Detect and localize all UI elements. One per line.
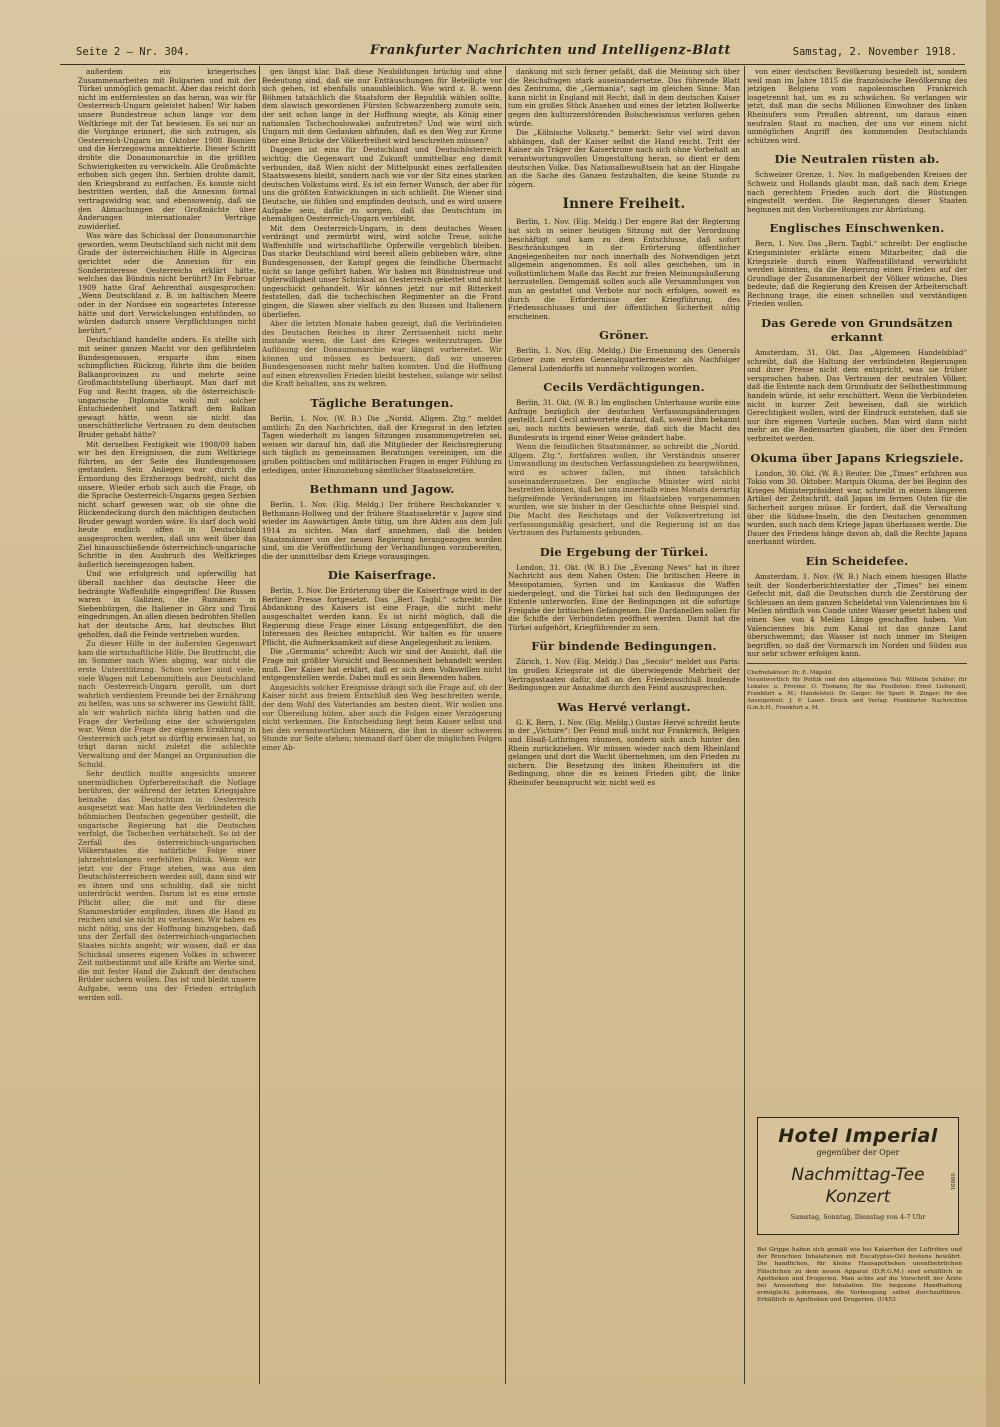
article-paragraph: von einer deutschen Bevölkerung besiedelt ist, sondern weil man im Jahre 1815 die französische Bevölkerung des jetzigen Belgiens vom napoleonischen Frankreich losgetrennt hat, um es zu schwächen. So verlangen wir jetzt, daß man die sechs Millionen Einwohner des linken Rheinufers vom Preußen abtrennt, um daraus einen neutralen Staat zu machen, der uns vor einem nicht unmöglichen Angriff des kommenden Deutschlands schützen wird. <box>747 68 967 145</box>
article-paragraph: Deutschland handelte anders. Es stellte sich mit seiner ganzen Macht vor den gefährdeten Bundesgenossen, ersparte ihm einen schimpflichen Rückzug, führte ihm die beiden Balkanprovinzen zu und mehrte seine Großmachtstellung überhaupt. Man darf mit Fug und Recht fragen, ob die österreichisch-ungarische Diplomatie wohl mit solcher Entschiedenheit und Tatkraft dem Balkan gewagt hätte, wenn sie nicht das unerschütterliche Vertrauen zu dem deutschen Bruder gehabt hätte? <box>78 335 256 439</box>
column-2 <box>262 68 502 1378</box>
headline-bethmann-jagow: Bethmann und Jagow. <box>309 482 455 497</box>
column-rule <box>505 66 506 1384</box>
article-paragraph: außerdem ein kriegerisches Zusammenarbeiten mit Bulgarien und mit der Türkei unmöglich gemacht. Aber das reicht doch nicht im entferntesten an das heran, was wir für Oesterreich-Ungarn geleistet haben! Wir haben unsere Bundestreue schon lange vor dem Weltkriege mit der Tat bewiesen. Es sei nur an die Vorgänge erinnert, die sich zutrugen, als Oesterreich-Ungarn im Oktober 1908 Bosnien und die Herzegowina annektierte. Dieser Schritt drohte die Donaumonarchie in die größten Schwierigkeiten zu verwickeln. Alle Großmächte erhoben sich gegen ihn. Serbien drohte damit, den Kriegsbrand zu entfachen. Es konnte nicht bestritten werden, daß die Annexion formal vertragswidrig war, und ebensowenig, daß sie den Abmachungen der Großmächte über Änderungen internationaler Verträge zuwiderlief. <box>78 68 256 231</box>
article-paragraph: Berlin, 31. Okt. (W. B.) Im englischen Unterhause wurde eine Anfrage bezüglich der deutschen Verfassungsänderungen gestellt. Lord Cecil antwortete darauf, daß, soweit ihm bekannt sei, noch nichts bewiesen werde, daß sich die Macht des Bundesrats in irgend einer Weise geändert habe. <box>508 398 740 442</box>
ad-concert: Konzert <box>825 1187 891 1207</box>
article-paragraph: Wenn die feindlichen Staatsmänner, so schreibt die „Nordd. Allgem. Ztg.“, fortfahren wollen, ihr Verständnis unserer Umwandlung im deutschen Verfassungsleben zu beargwöhnen, wird es schwer fallen, mit ihnen tatsächlich auseinanderzusetzen. Der englische Minister wird nicht bestreiten können, daß bei uns innerhalb eines Monats derartig tiefgreifende Veränderungen im Staatsleben vorgenommen wurden, wie sie bisher in der Geschichte ohne Beispiel sind. Die Macht des Reichstags und der Volksvertretung ist verfassungsmäßig gesichert, und die Regierung ist an das Vertrauen des Parlaments gebunden. <box>508 442 740 538</box>
article-paragraph: Berlin, 1. Nov. Die Erörterung über die Kaiserfrage wird in der Berliner Presse fortgesetzt. Das „Berl. Tagbl.“ schreibt: Die Abdankung des Kaisers ist eine Frage, die nicht mehr ausgeschaltet werden kann. Es ist nicht möglich, daß die Regierung diese Frage einer Lösung entgegenführt, die den Interessen des Reiches entspricht. Wir halten es für unsere Pflicht, die Aufmerksamkeit auf diese Angelegenheit zu lenken. <box>262 586 502 647</box>
article-paragraph: Die „Germania“ schreibt: Auch wir sind der Ansicht, daß die Frage mit größter Vorsicht und Besonnenheit behandelt werden muß. Der Kaiser hat erklärt, daß er sich dem Volkswillen nicht entgegenstellen werde. Dabei muß es sein Bewenden haben. <box>262 647 502 683</box>
headline-herve: Was Hervé verlangt. <box>557 699 691 714</box>
headline-okuma: Okuma über Japans Kriegsziele. <box>750 450 964 465</box>
headline-taegliche-beratungen: Tägliche Beratungen. <box>310 395 454 410</box>
article-paragraph: Die „Kölnische Volksztg.“ bemerkt: Sehr viel wird davon abhängen, daß der Kaiser selbst die Hand reicht. Tritt der Kaiser als Träger der Kaiserkrone nach sich ohne Vorbehalt an verantwortungsvollen Umgestaltung heran, so dient er dem deutschen Volke. Das Nationalbewußtsein hat an der Hingabe an die Sache des Ganzen festzuhalten, die keine Stunde zu zögern. <box>508 128 740 189</box>
headline-innere-freiheit: Innere Freiheit. <box>562 196 686 213</box>
article-paragraph: Mit dem Oesterreich-Ungarn, in dem deutsches Wesen verdrängt und zermürbt wird, wird solche Treue, solche Waffenhilfe und wirtschaftliche Opferwille vergeblich bleiben. Das starke Deutschland wird bereit allein geblieben wäre, ohne Bundesgenossen, der Kampf gegen die feindliche Übermacht nicht so lange geführt haben. Wir haben mit Bündnistreue und Opferwilligkeit unser Schicksal an Oesterreich gekettet und nicht ungeschickt gehandelt. Wir können jetzt nur mit Bitterkeit feststellen, daß die tschechischen Regimenter an die Front gingen, die Slawen aber vielfach zu den Russen und Italienern überliefen. <box>262 223 502 319</box>
hotel-imperial-advertisement <box>757 1117 959 1235</box>
headline-englisches-einschwenken: Englisches Einschwenken. <box>769 221 945 236</box>
column-3 <box>508 68 740 1378</box>
article-paragraph: G. K. Bern, 1. Nov. (Eig. Meldg.) Gustav Hervé schreibt heute in der „Victoire“: Der Feind muß nicht nur Frankreich, Belgien und Elsaß-Lothringen räumen, sondern sich auch hinter den Rhein zurückziehen. Wir müssen wieder nach dem Rheinland gelangen und dort die Wacht übernehmen, um den Frieden zu sichern. Die Besetzung des linken Rheinufers ist die Bedingung, ohne die es keinen Frieden gibt; die linke Rheinufer beansprucht wir, nicht weil es <box>508 717 740 787</box>
column-rule <box>259 66 260 1384</box>
headline-ergebung-tuerkei: Die Ergebung der Türkei. <box>539 544 709 559</box>
headline-neutralen-ruesten: Die Neutralen rüsten ab. <box>774 152 940 167</box>
article-paragraph: London, 31. Okt. (W. B.) Die „Evening News“ hat in ihrer Nachricht aus dem Nahen Osten: Die britischen Heere in Mesopotamien, Syrien und im Kaukasus die Waffen niedergelegt, und die Türkei hat sich den Bedingungen der Entente unterworfen. Eine der Bedingungen ist die sofortige Freigabe der britischen Gefangenen. Die Dardanellen sollen für die Schiffe der Verbündeten geöffnet werden. Damit hat die Türkei aufgehört, Kriegführender zu sein. <box>508 562 740 632</box>
article-paragraph: Amsterdam, 1. Nov. (W. B.) Nach einem hiesigen Blatte teilt der Sonderberichterstatter der „Times“ bei einem Gefecht mit, daß die Deutschen durch die Zerstörung der Schleusen an dem ganzen Scheldetal von Valenciennes bis 6 Meilen nördlich von Conde unter Wasser gesetzt haben und einen See von 4 Meilen Länge geschaffen haben. Von Valenciennes bis zum Kanal ist das ganze Land überschwemmt; das Wasser ist noch immer im Steigen begriffen, so daß der Vormarsch im Norden und Süden aus nur sehr schwer erfolgen kann. <box>747 571 967 659</box>
column-4 <box>747 68 967 1108</box>
ad-location: gegenüber der Oper <box>816 1148 900 1157</box>
article-paragraph: dankung mit sich ferner gefaßt, daß die Meinung sich über die Reichsfragen stark auseinandersetze. Das führende Blatt des Zentrums, die „Germania“, sagt im gleichen Sinne: Man kann nicht in England mit Recht, daß in dem deutschen Kaiser tum ein großes Stück Ansehen und eines der letzten Bollwerke gegen den kulturzerstörenden Bolschewismus verloren gehen würde. <box>508 68 740 128</box>
divider <box>747 663 967 664</box>
page-number: Seite 2 — Nr. 304. <box>76 46 190 58</box>
headline-gerede-grundsaetzen: Das Gerede von Grundsätzen erkannt <box>761 316 953 345</box>
headline-cecils-verdaechtigungen: Cecils Verdächtigungen. <box>543 380 705 395</box>
ad-event: Nachmittag-Tee <box>791 1165 925 1185</box>
article-paragraph: Berlin, 1. Nov. (W. B.) Die „Nordd. Allgem. Ztg.“ meldet amtlich: Zu den Nachrichten, daß der Kriegsrat in den letzten Tagen wiederholt zu langen Sitzungen zusammengetreten sei, weisen wir darauf hin, daß die Mitglieder der Reichsregierung sich täglich zu gemeinsamen Beratungen vereinigen, um die großen politischen und militärischen Fragen in enger Fühlung zu erledigen, unter Hinzuziehung sämtlicher Staatssekretäre. <box>262 413 502 475</box>
column-1 <box>78 68 256 1378</box>
editor-line: Chefredakteur: Dr. E. Mäpold. <box>747 669 833 676</box>
article-paragraph: gen längst klar. Daß diese Neubildungen brüchig und ohne Bedeutung sind, daß sie nur Enttäuschungen für Beteiligte vor sich gehen, ist ebenfalls unausbleiblich. Wie wird z. B. wenn Böhmen tatsächlich die Staatsform der Republik wählen sollte, dem slawisch gewordenen Fürsten Schwarzenberg zumute sein, der seit schon lange in der Hoffnung wiegte, als König einer nationalen Tschechoslowakei aufzutreten? Und wie wird sich Ungarn mit dem Gedanken abfinden, daß es den Weg zur Krone über eine Brücke der Völkerfreiheit wird beschreiten müssen? <box>262 68 502 145</box>
article-paragraph: Mit derselben Festigkeit wie 1908/09 haben wir bei den Ereignissen, die zum Weltkriege führten, an der Seite des Bundesgenossen gestanden. Sein Anliegen war durch die Ermordung des Erzherzogs bedroht, nicht das unsere. Wieder erhob sich auch die Frage, ob die Sprache Oesterreich-Ungarns gegen Serbien nicht scharf gewesen war, ob sie ohne die Rückendeckung durch den mächtigen deutschen Bruder gewagt worden wäre. Es darf doch wohl heute endlich offen in Deutschland ausgesprochen werden, daß uns weit über das Ziel hinausschießende österreichisch-ungarische Schritte in den Ausbruch des Weltkrieges äußerlich hereingezogen haben. <box>78 439 256 569</box>
imprint-text: Verantwortlich für Politik und den allgemeinen Teil: Wilhelm Schäfer; für Lokales u. Provinz: O. Tiemann; für das Feuilleton: Ernst Liebenzell, Frankfurt a. M.; Handelsteil: Dr. Geiger; für Sport: R. Zinger; für den Anzeigenteil: J. F. Lauer. Druck und Verlag: Frankfurter Nachrichten G.m.b.H., Frankfurt a. M. <box>747 676 967 711</box>
article-paragraph: Zu dieser Hilfe in der äußersten Gegenwart kam die wirtschaftliche Hilfe. Die Brotfrucht, die im Sommer nach Wien abging, war nicht die erste Unterstützung. Schon vorher sind viele, viele Wagen mit Lebensmitteln aus Deutschland nach Oesterreich-Ungarn gerollt, um dort wahrlich verdientem Freunde bei der Ernährung zu helfen, was uns so schwerer ins Gewicht fällt, als wir wahrlich nichts übrig hatten und die Frage der Verteilung eine der schwierigsten war. Wenn die Frage der eigenen Ernährung in Oesterreich sich jetzt so dürftig erwiesen hat, so trägt daran nicht zuletzt die schlechte Verwaltung und der Mangel an Organisation die Schuld. <box>78 639 256 769</box>
headline-kaiserfrage: Die Kaiserfrage. <box>327 568 437 583</box>
newspaper-title: Frankfurter Nachrichten und Intelligenz-Blatt <box>370 43 731 58</box>
article-paragraph: Sehr deutlich mußte angesichts unserer unermüdlichen Opferbereitschaft die Notlage berühren, der während der letzten Kriegsjahre beinahe das Deutschtum in Oesterreich ausgesetzt war. Man hatte den Verbündeten die böhmischen Deutschen gegenüber gestellt, die ungarische Regierung hat die Deutschen verfolgt, die Tschechen verhätschelt. So ist der Zerfall des österreichisch-ungarischen Völkerstaates die natürliche Folge einer jahrzehntelangen verfehlten Politik. Wenn wir jetzt vor der Frage stehen, was aus den Deutschösterreichern werden soll, dann sind wir es ihnen und uns schuldig, daß sie nicht unterdrückt werden. Darum ist es eine ernste Pflicht aller, die mit und für diese Stammesbrüder empfinden, ihnen die Hand zu reichen und sie nicht zu verlassen. Wir haben es nicht nötig, uns der Hoffnung hinzugeben, daß uns der Zerfall des österreichisch-ungarischen Staates nichts angeht; wir wissen, daß er das Schicksal unseres eigenen Volkes in schwerer Zeit mitbestimmt und alle Kräfte am Werke sind, die mit fester Hand die Zukunft der deutschen Brüder sichern wollen. Das ist und bleibt unsere Aufgabe, wenn uns der Frieden erträglich werden soll. <box>78 769 256 1002</box>
article-paragraph: Berlin, 1. Nov. (Eig. Meldg.) Die Ernennung des Generals Gröner zum ersten Generalquartiermeister als Nachfolger General Ludendorffs ist nunmehr vollzogen worden. <box>508 346 740 373</box>
headline-groener: Gröner. <box>599 328 649 343</box>
article-paragraph: Berlin, 1. Nov. (Eig. Meldg.) Der engere Rat der Regierung hat sich in seiner heutigen Sitzung mit der Verordnung beschäftigt und kam zu dem Entschlusse, daß sofort Beschränkungen in der Erörterung öffentlicher Angelegenheiten nur noch innerhalb des Notwendigen jetzt allgemein angenommen. Es soll alles geschehen, um in volkstümlichem Maße das Recht zur freien Meinungsäußerung herzustellen. Demgemäß sollen auch alle Versammlungen von nun an gestattet und Verbote nur noch erfolgen, soweit es durch die Erfordernisse der Kriegführung, des Friedensschlusses und der öffentlichen Sicherheit nötig erscheinen. <box>508 217 740 321</box>
column-rule <box>744 66 745 1384</box>
headline-bindende-bedingungen: Für bindende Bedingungen. <box>531 639 717 654</box>
article-paragraph: Schweizer Grenze, 1. Nov. In maßgebenden Kreisen der Schweiz und Hollands glaubt man, daß nach dem Kriege nach gerechtem Frieden auch dort die Rüstungen eingestellt werden. Die Regierungen dieser Staaten beginnen mit den Vorbereitungen zur Abrüstung. <box>747 170 967 214</box>
page-edge <box>986 0 1000 1427</box>
classified-notice: Bei Grippe haben sich gemäß wie bei Katarrhen der Luftröhre und der Bronchien Inhalationen mit Eucalyptus-Oel bestens bewährt. Die handlichen, für kleine Hausapotheken unentbehrlichen Fläschchen zu dem neuen Apparat (D.R.G.M.) sind erhältlich in Apotheken und Drogerien. Man achte auf die Vorschrift der Ärzte bei Anwendung der Inhalation. Die bequeme Handhabung ermöglicht jedermann, die Vorbeugung selbst durchzuführen. Erhältlich in Apotheken und Drogerien. (U453 <box>757 1247 962 1304</box>
masthead <box>60 40 965 65</box>
article-paragraph: Berlin, 1. Nov. (Eig. Meldg.) Der frühere Reichskanzler v. Bethmann-Hollweg und der frühere Staatssekretär v. Jagow sind wieder im Auswärtigen Amte tätig, um ihre Akten aus dem Juli 1914 zu sichten. Man darf annehmen, daß die beiden Staatsmänner von der neuen Regierung herangezogen worden sind, um die Veröffentlichung der Verhandlungen vorzubereiten, die der unmittelbar dem Kriege vorausgingen. <box>262 500 502 561</box>
article-paragraph: Und wie erfolgreich und opferwillig hat überall nachher das deutsche Heer die bedrängte Waffenhilfe eingegriffen! Die Russen waren in Galizien, die Rumänen in Siebenbürgen, die Italiener in Görz und Tirol eingedrungen. An allen diesen bedrohten Stellen hat der deutsche Arm, hat deutsches Blut geholfen, daß die Feinde vertrieben wurden. <box>78 569 256 639</box>
article-paragraph: Dagegen ist eins für Deutschland und Deutschösterreich wichtig: die Gegenwart und Zukunft unmittelbar eng damit verbunden, daß Wien nicht der Mittelpunkt eines zerfallenden Staatswesens bleibt, sondern nach wie vor der Sitz eines starken deutschen Volkstums wird. Es ist ein ferner Wunsch, der aber für uns die größten Entwicklungen in sich schließt. Die Wiener sind Deutsche, sie fühlen und empfinden deutsch, und es wird unsere Aufgabe sein, dafür zu sorgen, daß das Deutschtum im ehemaligen Oesterreich-Ungarn verbleibt. <box>262 145 502 224</box>
article-paragraph: Angesichts solcher Ereignisse drängt sich die Frage auf, ob der Kaiser nicht aus freiem Entschluß den Weg beschreiten werde, der dem Wohl des Vaterlandes am besten dient. Wir wollen uns vor Übereilung hüten, aber auch die Folgen einer Verzögerung nicht verkennen. Die Entscheidung liegt beim Kaiser selbst und bei den verantwortlichen Männern, die ihm in dieser schweren Stunde zur Seite stehen; niemand darf über die möglichen Folgen einer Ab- <box>262 682 502 752</box>
article-paragraph: Amsterdam, 31. Okt. Das „Algemeen Handelsblad“ schreibt, daß die Haltung der verbündeten Regierungen und ihrer Presse nicht dem entspricht, was sie früher versprochen haben. Das Vertrauen der neutralen Völker, daß die Entente nach dem Grundsatz der Selbstbestimmung handeln würde, ist sehr erschüttert. Wenn die Verbündeten nicht in kurzer Zeit beweisen, daß sie wirklich Gerechtigkeit wollen, wird der Eindruck entstehen, daß sie nur ihre eigenen Vorteile suchen. Man wird dann nicht mehr an die Redensarten glauben, die über den Frieden verbreitet werden. <box>747 348 967 443</box>
article-paragraph: Was wäre das Schicksal der Donaumonarchie geworden, wenn Deutschland sich nicht mit dem Grade der österreichischen Hilfe in Algeciras gerichtet oder die Annexion für ein Sonderinteresse Oesterreichs erklärt hätte, welches das Bündnis nicht berührt? Im Februar 1909 hatte Graf Aehrenthal ausgesprochen: „Wenn Deutschland z. B. im baltischen Meere oder in der Nordsee ein sogeartetes Interesse hätte und dort Verwickelungen entstünden, so würden dadurch unsere Verpflichtungen nicht berührt.“ <box>78 231 256 335</box>
article-paragraph: Zürich, 1. Nov. (Eig. Meldg.) Das „Secolo“ meldet aus Paris: Im großen Kriegsrate ist die überwiegende Mehrheit der Vertragsstaaten dafür, daß an den Friedensschluß bindende Bedingungen zur Annahme durch den Feind auszusprechen. <box>508 657 740 693</box>
article-paragraph: Bern, 1. Nov. Das „Bern. Tagbl.“ schreibt: Der englische Kriegsminister erklärte einem Mitarbeiter, daß die Kriegsziele durch einen Waffenstillstand verwirklicht werden könnten, da die Regierung einen Frieden auf der Grundlage der Zusammenarbeit der Völker wünsche. Dies bedeute, daß die Regierung den Kreisen der Arbeiterschaft Rechnung trage, die einen schnellen und verständigen Frieden wollen. <box>747 239 967 309</box>
issue-date: Samstag, 2. November 1918. <box>792 46 957 58</box>
ad-code: 08691 <box>949 1173 955 1191</box>
article-paragraph: London, 30. Okt. (W. B.) Reuter. Die „Times“ erfahren aus Tokio vom 30. Oktober: Marquis Okuma, der bei Beginn des Krieges Ministerpräsident war, schreibt in einem längeren Artikel der Zeitschrift, daß Japan im fernen Osten für die Sicherheit sorgen müsse. Er fordert, daß die Verwaltung über die Südsee-Inseln, die den Deutschen genommen wurden, auch nach dem Kriege Japan überlassen werde. Die Dauer des Friedens hänge davon ab, daß die Rechte Japans anerkannt würden. <box>747 468 967 547</box>
ad-times: Samstag, Sonntag, Dienstag von 4-7 Uhr <box>790 1213 926 1221</box>
ad-hotel-name: Hotel Imperial <box>778 1125 938 1147</box>
headline-scheidefee: Ein Scheidefee. <box>805 553 909 568</box>
article-paragraph: Aber die letzten Monate haben gezeigt, daß die Verbündeten des Deutschen Reiches in ihrer Zerrissenheit nicht mehr imstande waren, die Last des Krieges weiterzutragen. Die Auflösung der Donaumonarchie war längst vorbereitet. Wir können und müssen es bedauern, daß wir unseren Bundesgenossen nicht mehr halten konnten. Und die Hoffnung auf einen ehrenvollen Frieden bleibt bestehen, solange wir selbst die Kraft behalten, uns zu wehren. <box>262 319 502 389</box>
imprint <box>747 670 967 712</box>
